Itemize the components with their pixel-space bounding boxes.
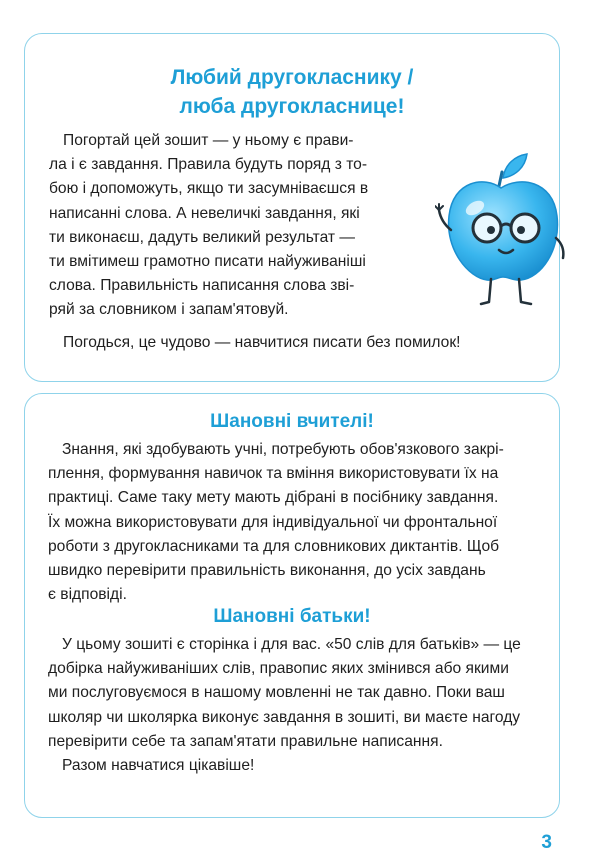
intro-title-line: Любий другокласнику / <box>170 66 414 89</box>
text-line: швидко перевірити правильність виконання, до усіх завдань <box>48 562 486 580</box>
text-line: слова. Правильність написання слова зві- <box>49 277 355 295</box>
text-line: ми послуговуємося в нашому мовленні не так давно. Поки ваш <box>48 684 505 702</box>
intro-box <box>24 33 560 382</box>
page-number: 3 <box>541 832 552 853</box>
text-line: бою і допоможуть, якщо ти засумніваєшся в <box>49 180 369 198</box>
text-line: практиці. Саме таку мету мають дібрані в посібнику завдання. <box>48 489 499 507</box>
text-line: школяр чи школярка виконує завдання в зошиті, ви маєте нагоду <box>48 708 521 726</box>
text-line: Знання, які здобувають учні, потребують обов'язкового закрі- <box>62 441 504 458</box>
text-line: Разом навчатися цікавіше! <box>62 757 255 775</box>
text-line: написанні слова. А невеличкі завдання, які <box>49 204 360 222</box>
text-line: є відповіді. <box>48 586 127 604</box>
intro-paragraph <box>49 129 401 323</box>
text-line: плення, формування навичок та вміння використовувати їх на <box>48 465 499 483</box>
teachers-paragraph <box>48 438 540 607</box>
text-line: ти виконаєш, дадуть великий результат — <box>49 228 355 246</box>
text-line: Погортай цей зошит — у ньому є прави- <box>63 132 354 149</box>
text-line: У цьому зошиті є сторінка і для вас. «50 слів для батьків» — це <box>62 636 521 653</box>
apple-with-glasses-icon <box>435 146 570 316</box>
text-line: ти вмітимеш грамотно писати найуживаніші <box>49 253 366 271</box>
text-line: Погодься, це чудово — навчитися писати без помилок! <box>63 334 461 351</box>
parents-title: Шановні батьки! <box>213 606 371 627</box>
intro-closing <box>63 331 460 355</box>
intro-title <box>25 63 559 121</box>
parents-paragraph <box>48 633 540 778</box>
adults-box <box>24 393 560 818</box>
text-line: Їх можна використовувати для індивідуальної чи фронтальної <box>48 513 498 531</box>
text-line: перевірити себе та запам'ятати правильне написання. <box>48 732 443 750</box>
intro-title-line: люба другокласнице! <box>179 95 405 118</box>
text-line: добірка найуживаніших слів, правопис яких змінився або якими <box>48 660 509 678</box>
text-line: роботи з другокласниками та для словникових диктантів. Щоб <box>48 537 500 555</box>
teachers-title: Шановні вчителі! <box>210 411 374 432</box>
text-line: ряй за словником і запам'ятовуй. <box>49 301 289 319</box>
text-line: ла і є завдання. Правила будуть поряд з то- <box>49 156 368 174</box>
